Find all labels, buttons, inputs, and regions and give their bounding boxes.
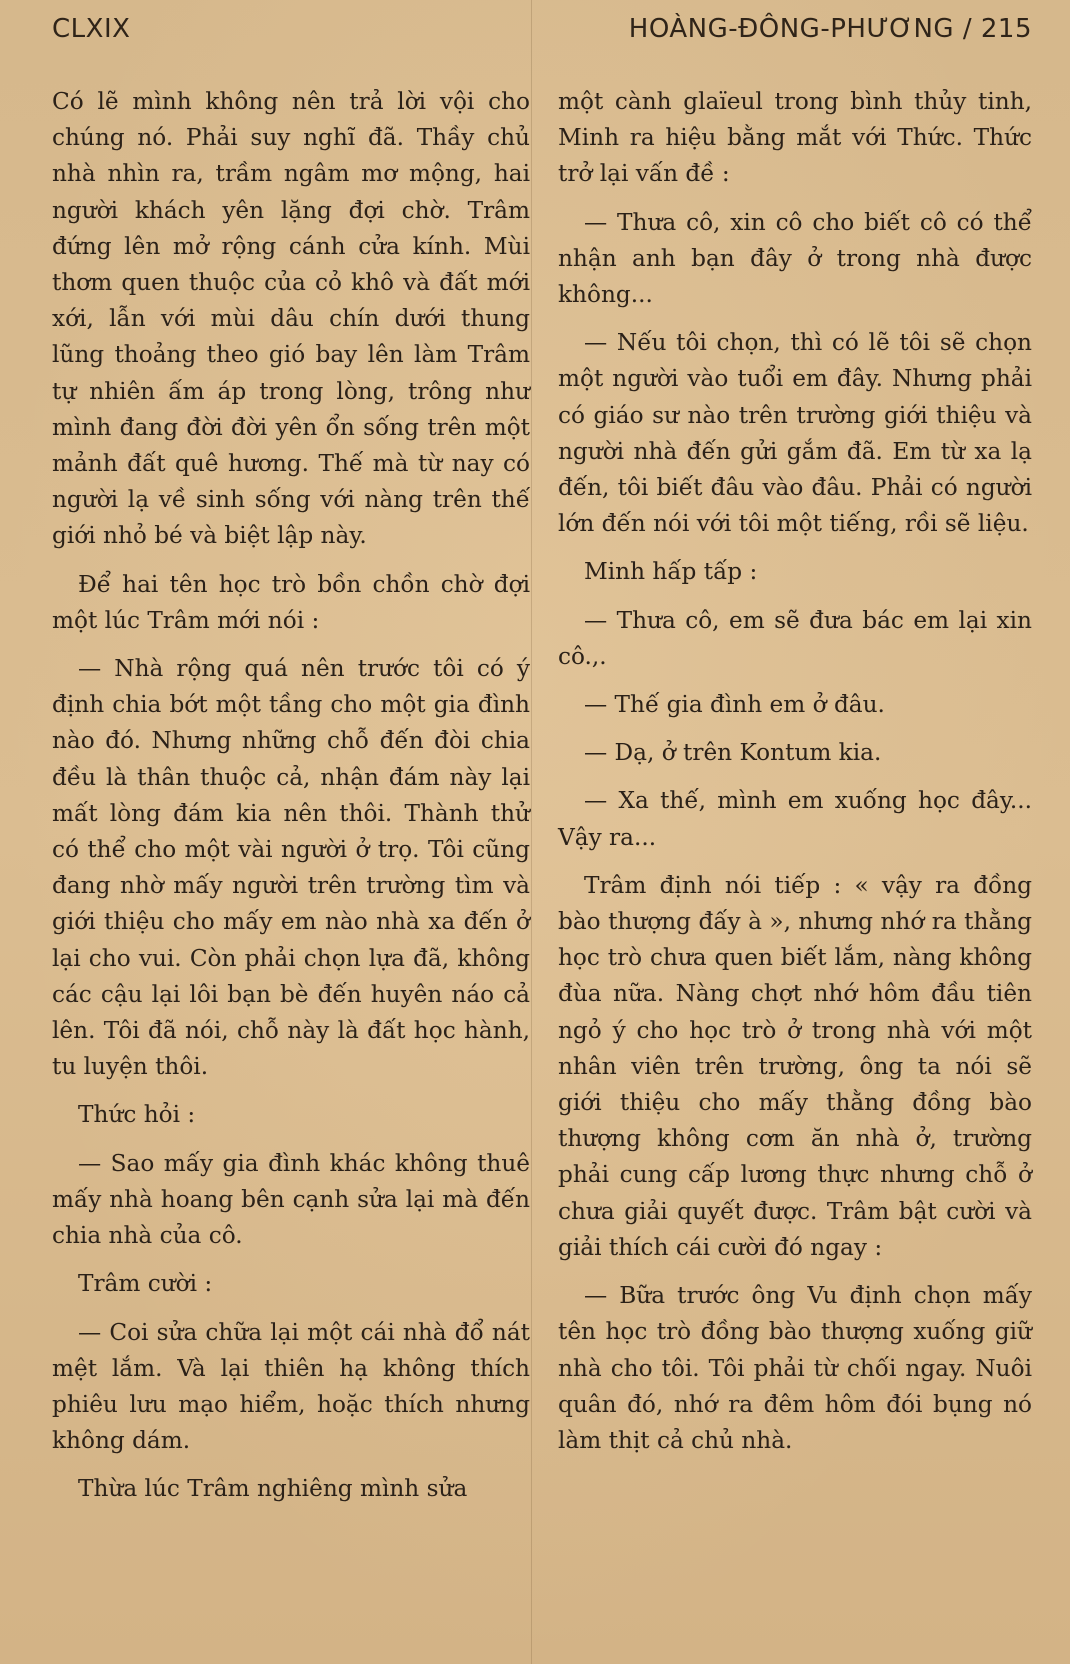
paragraph: Minh hấp tấp : [584,558,758,586]
paragraph: Có lẽ mình không nên trả lời vội cho chúng nó. Phải suy nghĩ đã. Thầy chủ nhà nhìn ra, trầm ngâm mơ mộng, hai người khách yên lặng đợi chờ. Trâm đứng lên mở rộng cánh cửa kính. Mùi thơm quen thuộc của cỏ khô và đất mới xới, lẫn với mùi dâu chín dưới thung lũng thoảng theo gió bay lên làm Trâm tự nhiên ấm áp trong lòng, trông như mình đang đời đời yên ổn sống trên một mảnh đất quê hương. Thế mà từ nay có người lạ về sinh sống với nàng trên thế giới nhỏ bé và biệt lập này. [52,88,530,550]
dialogue-paragraph: — Sao mấy gia đình khác không thuê mấy nhà hoang bên cạnh sửa lại mà đến chia nhà của cô. [52,1149,530,1250]
dialogue-paragraph: — Nhà rộng quá nên trước tôi có ý định chia bớt một tầng cho một gia đình nào đó. Nhưng những chỗ đến đòi chia đều là thân thuộc cả, nhận đám này lại mất lòng đám kia nên thôi. Thành thử có thể cho một vài người ở trọ. Tôi cũng đang nhờ mấy người trên trường tìm và giới thiệu cho mấy em nào nhà xa đến ở lại cho vui. Còn phải chọn lựa đã, không các cậu lại lôi bạn bè đến huyên náo cả lên. Tôi đã nói, chỗ này là đất học hành, tu luyện thôi. [52,655,530,1081]
paragraph: Thức hỏi : [78,1101,196,1129]
paragraph: Thừa lúc Trâm nghiêng mình sửa [78,1475,468,1503]
paragraph: một cành glaïeul trong bình thủy tinh, Minh ra hiệu bằng mắt với Thức. Thức trở lại vấn đề : [558,88,1032,188]
dialogue-paragraph: — Thưa cô, xin cô cho biết cô có thể nhận anh bạn đây ở trong nhà được không... [558,208,1032,309]
running-title-page-number: HOÀNG-ĐÔNG-PHƯƠNG / 215 [628,14,1032,44]
paragraph: Trâm định nói tiếp : « vậy ra đồng bào thượng đấy à », nhưng nhớ ra thằng học trò chưa quen biết lắm, nàng không đùa nữa. Nàng chợt nhớ hôm đầu tiên ngỏ ý cho học trò ở trong nhà với một nhân viên trên trường, ông ta nói sẽ giới thiệu cho mấy thằng đồng bào thượng không cơm ăn nhà ở, trường phải cung cấp lương thực nhưng chỗ ở chưa giải quyết được. Trâm bật cười và giải thích cái cười đó ngay : [558,871,1032,1261]
column-gutter [531,0,532,1664]
dialogue-paragraph: — Coi sửa chữa lại một cái nhà đổ nát mệt lắm. Và lại thiên hạ không thích phiêu lưu mạo hiểm, hoặc thích nhưng không dám. [52,1318,530,1455]
chapter-number: CLXIX [52,14,131,44]
dialogue-paragraph: — Nếu tôi chọn, thì có lẽ tôi sẽ chọn một người vào tuổi em đây. Nhưng phải có giáo sư nào trên trường giới thiệu và người nhà đến gửi gắm đã. Em từ xa lạ đến, tôi biết đâu vào đâu. Phải có người lớn đến nói với tôi một tiếng, rồi sẽ liệu. [558,329,1032,538]
dialogue-paragraph: — Bữa trước ông Vu định chọn mấy tên học trò đồng bào thượng xuống giữ nhà cho tôi. Tôi phải từ chối ngay. Nuôi quân đó, nhớ ra đêm hôm đói bụng nó làm thịt cả chủ nhà. [558,1282,1032,1454]
dialogue-paragraph: — Xa thế, mình em xuống học đây... Vậy ra... [558,787,1032,851]
paragraph: Trâm cười : [78,1270,213,1298]
dialogue-paragraph: — Thưa cô, em sẽ đưa bác em lại xin cô.,. [558,606,1032,670]
left-column [52,84,530,1520]
dialogue-paragraph: — Dạ, ở trên Kontum kia. [584,739,882,767]
page-header [52,14,1032,54]
paragraph: Để hai tên học trò bồn chồn chờ đợi một lúc Trâm mới nói : [52,570,530,634]
right-column [558,84,1032,1471]
dialogue-paragraph: — Thế gia đình em ở đâu. [584,691,885,719]
